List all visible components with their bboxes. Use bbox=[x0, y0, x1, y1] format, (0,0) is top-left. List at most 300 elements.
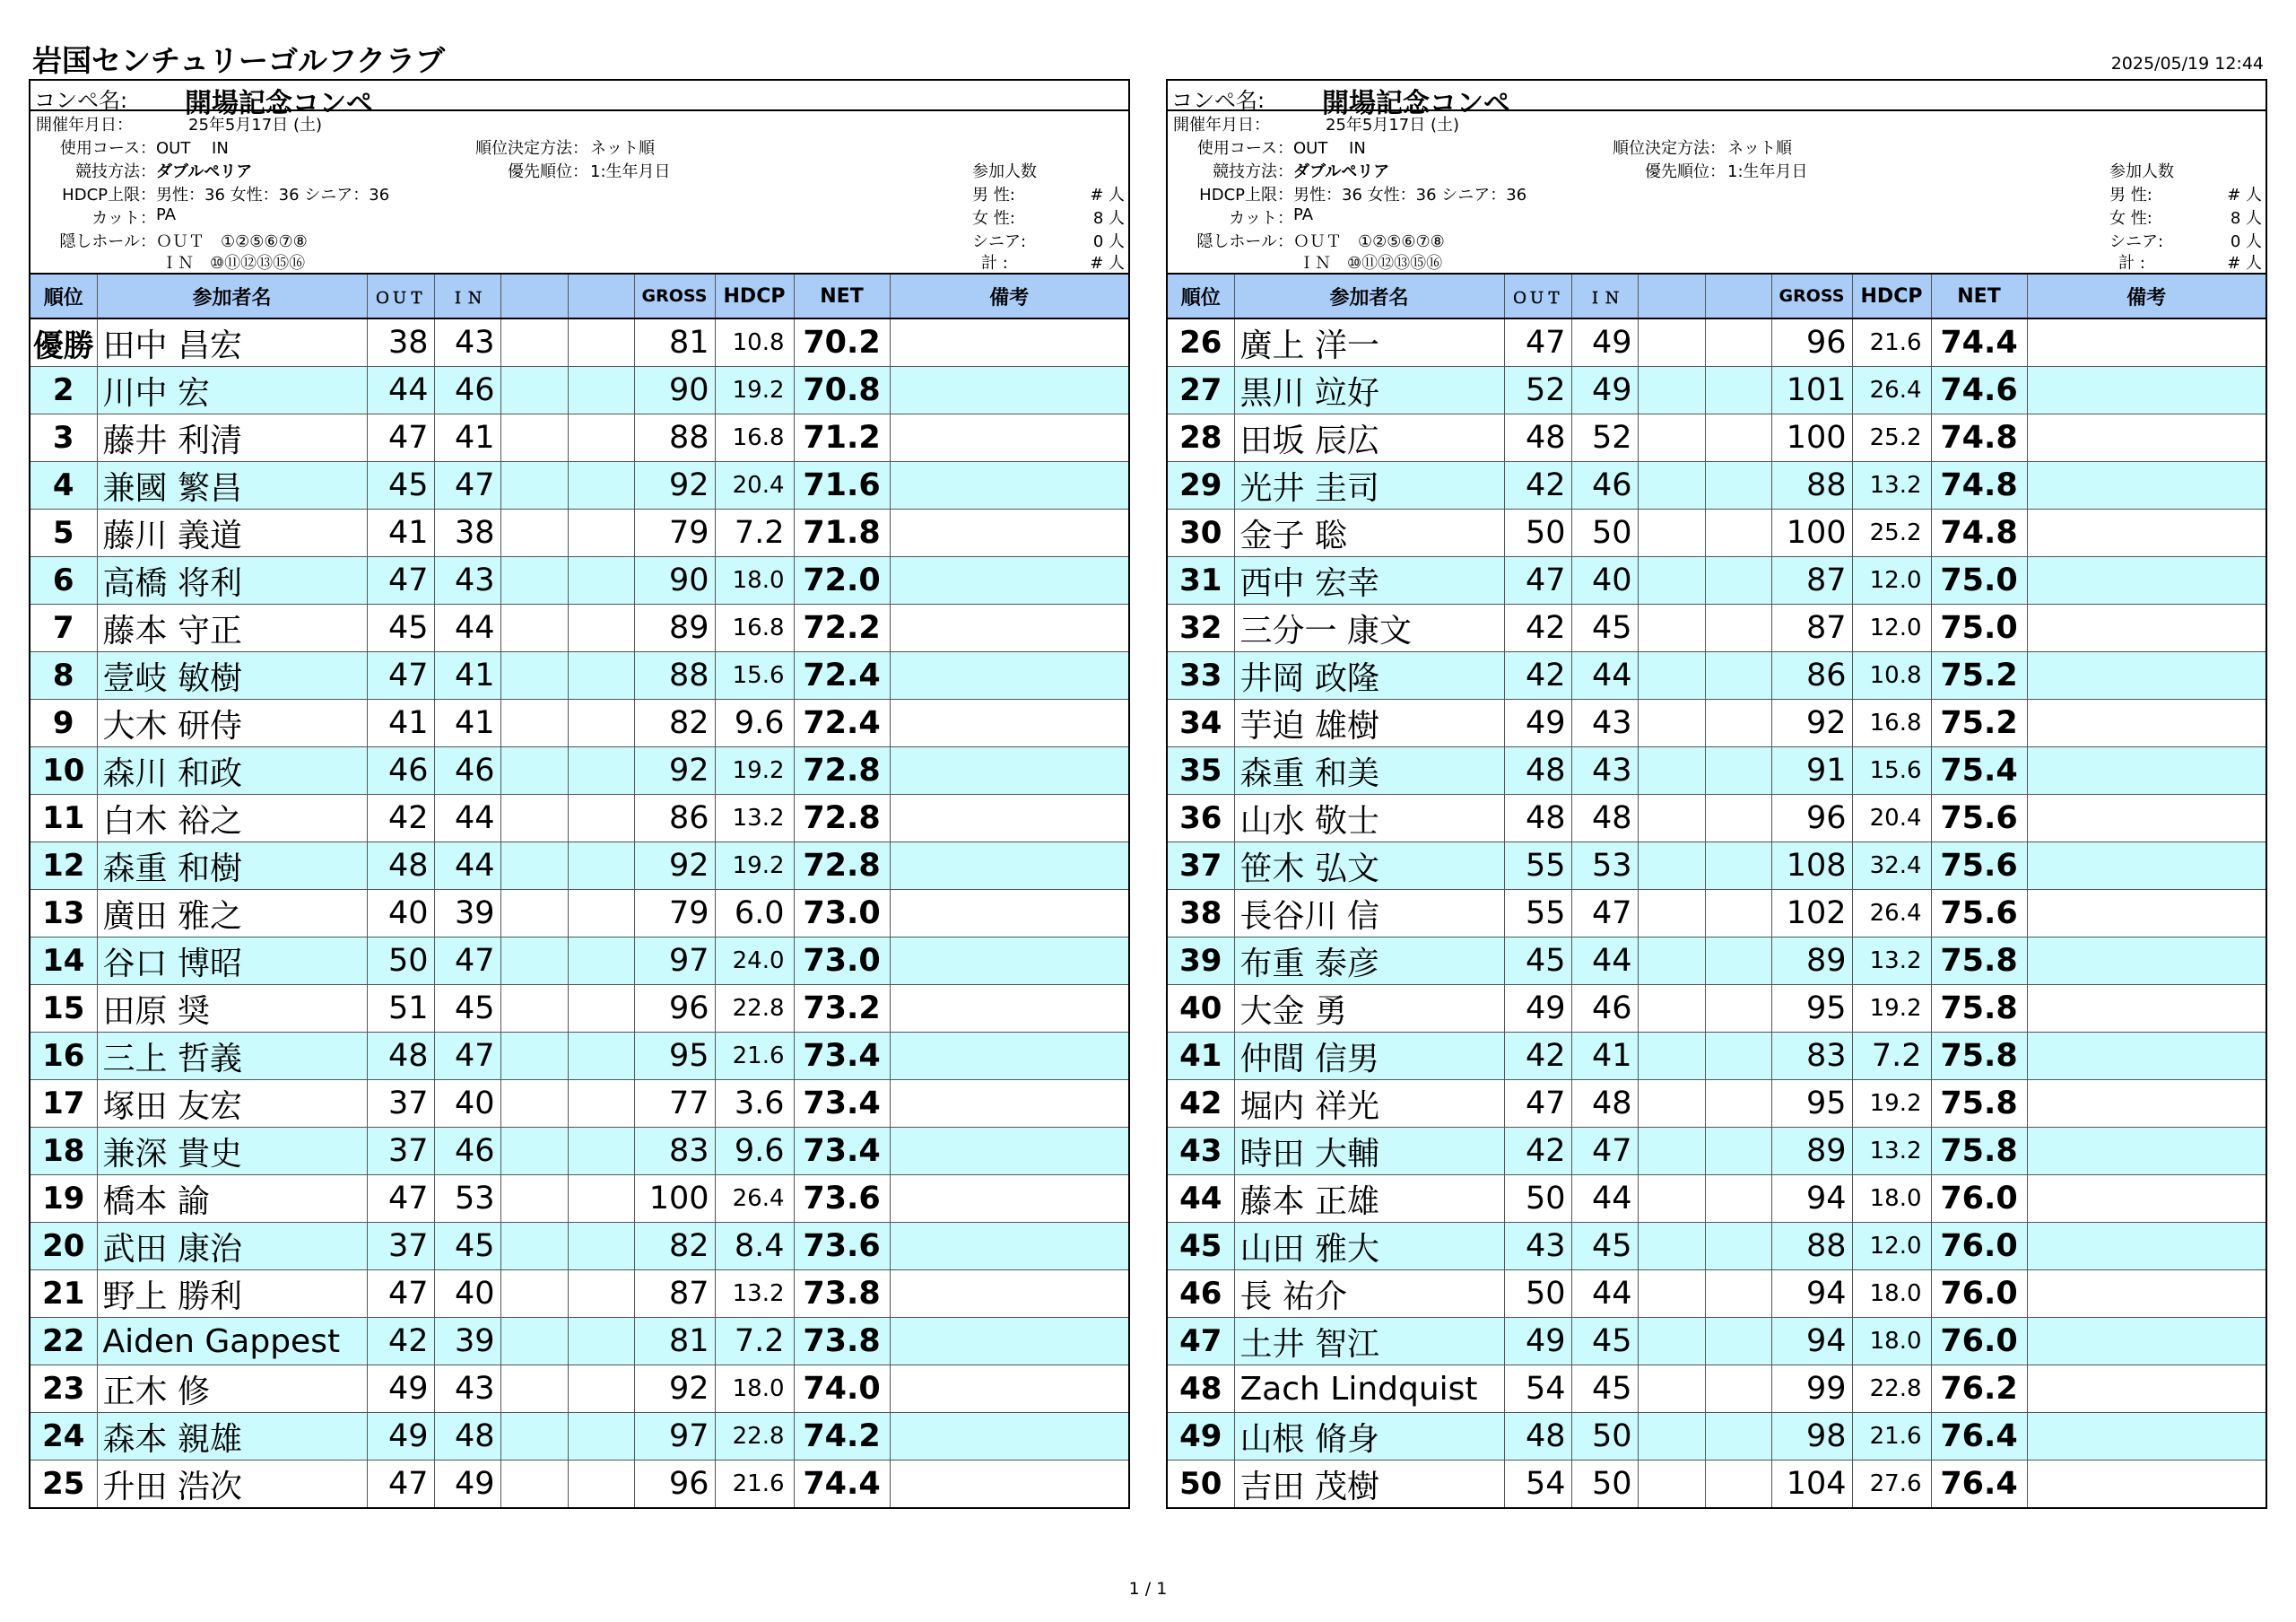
player-name-cell: 金子 聡 bbox=[1234, 510, 1504, 557]
blank-cell bbox=[1705, 1223, 1771, 1270]
remarks-cell bbox=[2027, 367, 2266, 414]
hdcp-cell: 27.6 bbox=[1852, 1461, 1931, 1508]
blank-cell bbox=[1705, 1365, 1771, 1413]
hdcp-cell: 22.8 bbox=[715, 985, 794, 1033]
remarks-cell bbox=[2027, 1223, 2266, 1270]
in-score-cell: 49 bbox=[434, 1461, 500, 1508]
print-date: 2025/05/19 12:44 bbox=[2110, 54, 2264, 74]
player-name-cell: 山根 脩身 bbox=[1234, 1413, 1504, 1461]
net-score-cell: 74.4 bbox=[1931, 318, 2027, 367]
table-row bbox=[30, 1223, 1128, 1270]
table-row bbox=[1168, 1175, 2266, 1223]
rank-cell: 44 bbox=[1168, 1175, 1234, 1223]
gross-score-cell: 92 bbox=[1771, 700, 1852, 747]
blank-cell bbox=[500, 1175, 568, 1223]
gross-score-cell: 92 bbox=[634, 462, 715, 510]
course-value: OUT IN bbox=[156, 139, 229, 158]
blank-cell bbox=[1638, 795, 1705, 842]
gross-score-cell: 95 bbox=[1771, 1080, 1852, 1128]
net-score-cell: 75.8 bbox=[1931, 937, 2027, 985]
out-score-cell: 50 bbox=[367, 937, 434, 985]
cut-value: PA bbox=[156, 205, 177, 224]
in-score-cell: 44 bbox=[434, 795, 500, 842]
gross-score-cell: 83 bbox=[1771, 1033, 1852, 1080]
rank-cell: 9 bbox=[30, 700, 97, 747]
table-header-row bbox=[1168, 275, 2266, 318]
blank-cell bbox=[1705, 747, 1771, 795]
blank-cell bbox=[1638, 1033, 1705, 1080]
player-name-cell: 橋本 諭 bbox=[97, 1175, 367, 1223]
blank-cell bbox=[1638, 462, 1705, 510]
net-score-cell: 72.8 bbox=[794, 747, 890, 795]
course-value: OUT IN bbox=[1293, 139, 1366, 158]
out-score-cell: 48 bbox=[1504, 414, 1571, 462]
remarks-cell bbox=[2027, 1413, 2266, 1461]
player-name-cell: 笹木 弘文 bbox=[1234, 842, 1504, 890]
blank-cell bbox=[1638, 937, 1705, 985]
net-score-cell: 76.4 bbox=[1931, 1461, 2027, 1508]
date-value: 25年5月17日 (土) bbox=[188, 116, 323, 135]
table-row bbox=[30, 1318, 1128, 1365]
rank-cell: 15 bbox=[30, 985, 97, 1033]
rank-cell: 33 bbox=[1168, 652, 1234, 700]
hdcp-cell: 13.2 bbox=[1852, 1128, 1931, 1175]
blank-cell bbox=[1638, 842, 1705, 890]
hdcp-cell: 20.4 bbox=[715, 462, 794, 510]
rank-cell: 39 bbox=[1168, 937, 1234, 985]
remarks-cell bbox=[2027, 462, 2266, 510]
in-score-cell: 44 bbox=[434, 842, 500, 890]
out-score-cell: 45 bbox=[1504, 937, 1571, 985]
blank-cell bbox=[500, 842, 568, 890]
blank-cell bbox=[1705, 1128, 1771, 1175]
player-name-cell: 山水 敬士 bbox=[1234, 795, 1504, 842]
hdcp-cell: 13.2 bbox=[715, 1270, 794, 1318]
hdcp-cell: 20.4 bbox=[1852, 795, 1931, 842]
in-score-cell: 39 bbox=[434, 890, 500, 937]
in-score-cell: 45 bbox=[1571, 1223, 1638, 1270]
out-score-cell: 54 bbox=[1504, 1461, 1571, 1508]
rank-cell: 6 bbox=[30, 557, 97, 605]
gross-score-cell: 94 bbox=[1771, 1175, 1852, 1223]
hdcp-cell: 18.0 bbox=[715, 1365, 794, 1413]
net-score-cell: 75.2 bbox=[1931, 652, 2027, 700]
blank-cell bbox=[1638, 510, 1705, 557]
blank-cell bbox=[1638, 1080, 1705, 1128]
player-name-cell: 西中 宏幸 bbox=[1234, 557, 1504, 605]
remarks-cell bbox=[890, 652, 1128, 700]
table-row bbox=[30, 937, 1128, 985]
blank-cell bbox=[500, 1080, 568, 1128]
rank-method-value: ネット順 bbox=[1727, 139, 1792, 158]
net-score-cell: 73.0 bbox=[794, 890, 890, 937]
rank-cell: 40 bbox=[1168, 985, 1234, 1033]
hdcp-cell: 22.8 bbox=[715, 1413, 794, 1461]
hdcp-cell: 10.8 bbox=[715, 318, 794, 367]
hdcp-cell: 3.6 bbox=[715, 1080, 794, 1128]
player-name-cell: 三分一 康文 bbox=[1234, 605, 1504, 652]
in-score-cell: 43 bbox=[1571, 700, 1638, 747]
rank-cell: 16 bbox=[30, 1033, 97, 1080]
net-score-cell: 73.4 bbox=[794, 1080, 890, 1128]
out-score-cell: 45 bbox=[367, 605, 434, 652]
blank-cell bbox=[1705, 1318, 1771, 1365]
hdcp-cell: 25.2 bbox=[1852, 414, 1931, 462]
remarks-cell bbox=[2027, 1461, 2266, 1508]
rank-cell: 46 bbox=[1168, 1270, 1234, 1318]
gross-score-cell: 95 bbox=[1771, 985, 1852, 1033]
rank-cell: 10 bbox=[30, 747, 97, 795]
blank-cell bbox=[1705, 510, 1771, 557]
gross-score-cell: 89 bbox=[1771, 1128, 1852, 1175]
in-score-cell: 43 bbox=[434, 1365, 500, 1413]
net-score-cell: 75.2 bbox=[1931, 700, 2027, 747]
gross-score-cell: 86 bbox=[634, 795, 715, 842]
in-score-cell: 40 bbox=[434, 1080, 500, 1128]
out-score-cell: 48 bbox=[367, 842, 434, 890]
net-score-cell: 73.4 bbox=[794, 1033, 890, 1080]
in-score-cell: 45 bbox=[434, 1223, 500, 1270]
col-rank: 順位 bbox=[30, 275, 97, 318]
competition-name-row bbox=[1168, 81, 2266, 119]
blank-cell bbox=[1705, 1080, 1771, 1128]
out-score-cell: 45 bbox=[367, 462, 434, 510]
blank-cell bbox=[1705, 1270, 1771, 1318]
col-net: NET bbox=[794, 275, 890, 318]
hdcp-cell: 13.2 bbox=[715, 795, 794, 842]
female-label: 女 性: bbox=[2109, 209, 2152, 228]
remarks-cell bbox=[890, 462, 1128, 510]
gross-score-cell: 95 bbox=[634, 1033, 715, 1080]
hdcp-cell: 19.2 bbox=[715, 367, 794, 414]
gross-score-cell: 89 bbox=[1771, 937, 1852, 985]
hdcp-cell: 26.4 bbox=[715, 1175, 794, 1223]
table-row bbox=[30, 557, 1128, 605]
rank-cell: 19 bbox=[30, 1175, 97, 1223]
out-score-cell: 41 bbox=[367, 510, 434, 557]
results-panel-left bbox=[29, 79, 1130, 1509]
blank-cell bbox=[1705, 605, 1771, 652]
hdcp-cell: 18.0 bbox=[1852, 1270, 1931, 1318]
remarks-cell bbox=[2027, 937, 2266, 985]
remarks-cell bbox=[890, 985, 1128, 1033]
gross-score-cell: 100 bbox=[634, 1175, 715, 1223]
net-score-cell: 71.8 bbox=[794, 510, 890, 557]
senior-label: シニア: bbox=[2109, 232, 2164, 251]
rank-cell: 優勝 bbox=[30, 318, 97, 367]
gross-score-cell: 88 bbox=[634, 414, 715, 462]
player-name-cell: 田中 昌宏 bbox=[97, 318, 367, 367]
out-score-cell: 42 bbox=[367, 795, 434, 842]
player-name-cell: 壹岐 敏樹 bbox=[97, 652, 367, 700]
table-row bbox=[1168, 318, 2266, 367]
blank-cell bbox=[500, 700, 568, 747]
rank-cell: 48 bbox=[1168, 1365, 1234, 1413]
rank-cell: 34 bbox=[1168, 700, 1234, 747]
hdcp-cell: 8.4 bbox=[715, 1223, 794, 1270]
hidden-holes-label: 隠しホール： bbox=[59, 232, 156, 251]
male-count: # 人 bbox=[1090, 186, 1125, 205]
blank-cell bbox=[500, 414, 568, 462]
remarks-cell bbox=[890, 795, 1128, 842]
table-row bbox=[1168, 795, 2266, 842]
gross-score-cell: 96 bbox=[634, 985, 715, 1033]
blank-cell bbox=[500, 1461, 568, 1508]
remarks-cell bbox=[890, 510, 1128, 557]
rank-cell: 11 bbox=[30, 795, 97, 842]
remarks-cell bbox=[2027, 700, 2266, 747]
remarks-cell bbox=[890, 318, 1128, 367]
rank-method-label: 順位決定方法： bbox=[475, 139, 588, 158]
blank-cell bbox=[1705, 1033, 1771, 1080]
out-score-cell: 47 bbox=[1504, 557, 1571, 605]
rank-cell: 2 bbox=[30, 367, 97, 414]
gross-score-cell: 81 bbox=[634, 1318, 715, 1365]
blank-cell bbox=[500, 510, 568, 557]
net-score-cell: 72.8 bbox=[794, 795, 890, 842]
table-row bbox=[30, 1270, 1128, 1318]
table-row bbox=[30, 1128, 1128, 1175]
player-name-cell: 森川 和政 bbox=[97, 747, 367, 795]
player-name-cell: 正木 修 bbox=[97, 1365, 367, 1413]
table-row bbox=[30, 414, 1128, 462]
hidden-holes-label: 隠しホール： bbox=[1196, 232, 1293, 251]
blank-cell bbox=[568, 462, 634, 510]
out-score-cell: 49 bbox=[1504, 1318, 1571, 1365]
net-score-cell: 74.8 bbox=[1931, 414, 2027, 462]
rank-cell: 14 bbox=[30, 937, 97, 985]
table-row bbox=[1168, 1223, 2266, 1270]
date-label: 開催年月日： bbox=[1173, 116, 1270, 135]
senior-count: 0 人 bbox=[1092, 232, 1125, 251]
hdcp-cell: 19.2 bbox=[1852, 985, 1931, 1033]
blank-cell bbox=[568, 700, 634, 747]
hdcp-cell: 7.2 bbox=[715, 510, 794, 557]
player-name-cell: 兼國 繁昌 bbox=[97, 462, 367, 510]
net-score-cell: 75.8 bbox=[1931, 985, 2027, 1033]
blank-cell bbox=[568, 367, 634, 414]
rank-cell: 30 bbox=[1168, 510, 1234, 557]
competition-name-row bbox=[30, 81, 1128, 119]
table-row bbox=[30, 1365, 1128, 1413]
hdcp-cell: 12.0 bbox=[1852, 605, 1931, 652]
in-score-cell: 49 bbox=[1571, 318, 1638, 367]
rank-cell: 23 bbox=[30, 1365, 97, 1413]
out-score-cell: 47 bbox=[367, 1175, 434, 1223]
senior-count: 0 人 bbox=[2230, 232, 2262, 251]
player-name-cell: 廣上 洋一 bbox=[1234, 318, 1504, 367]
blank-cell bbox=[500, 557, 568, 605]
gross-score-cell: 92 bbox=[634, 747, 715, 795]
out-score-cell: 37 bbox=[367, 1080, 434, 1128]
hdcp-limit-value: 男性：36 女性：36 シニア：36 bbox=[156, 186, 390, 205]
player-name-cell: 森重 和樹 bbox=[97, 842, 367, 890]
gross-score-cell: 92 bbox=[634, 1365, 715, 1413]
blank-cell bbox=[500, 747, 568, 795]
out-score-cell: 50 bbox=[1504, 1175, 1571, 1223]
senior-label: シニア: bbox=[972, 232, 1027, 251]
remarks-cell bbox=[890, 1080, 1128, 1128]
remarks-cell bbox=[890, 1033, 1128, 1080]
gross-score-cell: 83 bbox=[634, 1128, 715, 1175]
out-score-cell: 42 bbox=[1504, 605, 1571, 652]
blank-cell bbox=[500, 1223, 568, 1270]
out-score-cell: 51 bbox=[367, 985, 434, 1033]
player-name-cell: 井岡 政隆 bbox=[1234, 652, 1504, 700]
blank-cell bbox=[1638, 1175, 1705, 1223]
net-score-cell: 73.8 bbox=[794, 1270, 890, 1318]
blank-cell bbox=[500, 795, 568, 842]
hdcp-cell: 21.6 bbox=[715, 1033, 794, 1080]
col-in: ＩＮ bbox=[1571, 275, 1638, 318]
out-score-cell: 46 bbox=[367, 747, 434, 795]
out-score-cell: 42 bbox=[367, 1318, 434, 1365]
rank-cell: 38 bbox=[1168, 890, 1234, 937]
in-score-cell: 44 bbox=[1571, 1175, 1638, 1223]
course-label: 使用コース： bbox=[59, 139, 156, 158]
blank-cell bbox=[500, 1365, 568, 1413]
cut-label: カット： bbox=[1229, 209, 1293, 228]
table-row bbox=[30, 462, 1128, 510]
col-gross: GROSS bbox=[1771, 275, 1852, 318]
gross-score-cell: 87 bbox=[1771, 557, 1852, 605]
table-header-row bbox=[30, 275, 1128, 318]
remarks-cell bbox=[2027, 795, 2266, 842]
out-score-cell: 49 bbox=[1504, 985, 1571, 1033]
in-score-cell: 41 bbox=[434, 700, 500, 747]
competition-name: 開場記念コンペ bbox=[1322, 88, 1510, 119]
blank-cell bbox=[1638, 747, 1705, 795]
hdcp-cell: 12.0 bbox=[1852, 1223, 1931, 1270]
date-label: 開催年月日： bbox=[36, 116, 133, 135]
player-name-cell: 土井 智江 bbox=[1234, 1318, 1504, 1365]
in-score-cell: 45 bbox=[434, 985, 500, 1033]
remarks-cell bbox=[2027, 318, 2266, 367]
female-count: 8 人 bbox=[2230, 209, 2262, 228]
gross-score-cell: 87 bbox=[634, 1270, 715, 1318]
player-name-cell: 森重 和美 bbox=[1234, 747, 1504, 795]
blank-cell bbox=[500, 1033, 568, 1080]
hidden-holes-in: ＩＮ ⑩⑪⑫⑬⑮⑯ bbox=[1299, 254, 1443, 273]
out-score-cell: 40 bbox=[367, 890, 434, 937]
hdcp-cell: 10.8 bbox=[1852, 652, 1931, 700]
col-blank-2 bbox=[1705, 275, 1771, 318]
table-row bbox=[1168, 1365, 2266, 1413]
in-score-cell: 49 bbox=[1571, 367, 1638, 414]
remarks-cell bbox=[890, 1461, 1128, 1508]
rank-cell: 8 bbox=[30, 652, 97, 700]
blank-cell bbox=[1705, 985, 1771, 1033]
remarks-cell bbox=[2027, 842, 2266, 890]
net-score-cell: 73.8 bbox=[794, 1318, 890, 1365]
blank-cell bbox=[500, 1413, 568, 1461]
blank-cell bbox=[568, 985, 634, 1033]
table-row bbox=[1168, 985, 2266, 1033]
rank-cell: 49 bbox=[1168, 1413, 1234, 1461]
hdcp-cell: 9.6 bbox=[715, 1128, 794, 1175]
gross-score-cell: 104 bbox=[1771, 1461, 1852, 1508]
player-name-cell: 塚田 友宏 bbox=[97, 1080, 367, 1128]
player-name-cell: 高橋 将利 bbox=[97, 557, 367, 605]
hdcp-cell: 24.0 bbox=[715, 937, 794, 985]
net-score-cell: 76.0 bbox=[1931, 1318, 2027, 1365]
remarks-cell bbox=[890, 1223, 1128, 1270]
net-score-cell: 71.6 bbox=[794, 462, 890, 510]
priority-label: 優先順位： bbox=[508, 162, 588, 181]
competition-info bbox=[30, 81, 1128, 275]
col-hdcp: HDCP bbox=[715, 275, 794, 318]
results-body bbox=[30, 318, 1128, 1507]
col-remarks: 備考 bbox=[890, 275, 1128, 318]
in-score-cell: 46 bbox=[434, 367, 500, 414]
in-score-cell: 45 bbox=[1571, 1318, 1638, 1365]
hidden-holes-in: ＩＮ ⑩⑪⑫⑬⑮⑯ bbox=[161, 254, 306, 273]
hdcp-cell: 16.8 bbox=[1852, 700, 1931, 747]
player-name-cell: 田坂 辰広 bbox=[1234, 414, 1504, 462]
table-row bbox=[1168, 605, 2266, 652]
blank-cell bbox=[568, 1318, 634, 1365]
hdcp-cell: 13.2 bbox=[1852, 937, 1931, 985]
gross-score-cell: 91 bbox=[1771, 747, 1852, 795]
table-row bbox=[1168, 1080, 2266, 1128]
net-score-cell: 74.6 bbox=[1931, 367, 2027, 414]
hdcp-cell: 6.0 bbox=[715, 890, 794, 937]
in-score-cell: 44 bbox=[1571, 937, 1638, 985]
player-name-cell: 三上 哲義 bbox=[97, 1033, 367, 1080]
page-number: 1 / 1 bbox=[1128, 1579, 1168, 1599]
col-out: ＯＵＴ bbox=[367, 275, 434, 318]
in-score-cell: 48 bbox=[1571, 1080, 1638, 1128]
in-score-cell: 50 bbox=[1571, 1461, 1638, 1508]
in-score-cell: 44 bbox=[434, 605, 500, 652]
remarks-cell bbox=[890, 1270, 1128, 1318]
blank-cell bbox=[500, 367, 568, 414]
male-label: 男 性: bbox=[972, 186, 1015, 205]
out-score-cell: 48 bbox=[1504, 795, 1571, 842]
gross-score-cell: 108 bbox=[1771, 842, 1852, 890]
rank-cell: 36 bbox=[1168, 795, 1234, 842]
remarks-cell bbox=[2027, 1270, 2266, 1318]
in-score-cell: 50 bbox=[1571, 1413, 1638, 1461]
hdcp-limit-label: HDCP上限： bbox=[62, 186, 156, 205]
blank-cell bbox=[500, 937, 568, 985]
in-score-cell: 53 bbox=[1571, 842, 1638, 890]
net-score-cell: 75.0 bbox=[1931, 605, 2027, 652]
table-row bbox=[30, 985, 1128, 1033]
remarks-cell bbox=[2027, 1318, 2266, 1365]
rank-cell: 13 bbox=[30, 890, 97, 937]
in-score-cell: 47 bbox=[434, 1033, 500, 1080]
player-name-cell: 仲間 信男 bbox=[1234, 1033, 1504, 1080]
net-score-cell: 72.4 bbox=[794, 652, 890, 700]
blank-cell bbox=[568, 795, 634, 842]
gross-score-cell: 88 bbox=[1771, 1223, 1852, 1270]
female-count: 8 人 bbox=[1092, 209, 1125, 228]
remarks-cell bbox=[890, 557, 1128, 605]
blank-cell bbox=[1705, 652, 1771, 700]
out-score-cell: 50 bbox=[1504, 1270, 1571, 1318]
gross-score-cell: 90 bbox=[634, 367, 715, 414]
in-score-cell: 46 bbox=[434, 747, 500, 795]
in-score-cell: 41 bbox=[434, 414, 500, 462]
table-row bbox=[30, 795, 1128, 842]
net-score-cell: 75.6 bbox=[1931, 890, 2027, 937]
in-score-cell: 43 bbox=[434, 318, 500, 367]
out-score-cell: 48 bbox=[1504, 747, 1571, 795]
out-score-cell: 41 bbox=[367, 700, 434, 747]
total-count: # 人 bbox=[1090, 254, 1125, 273]
rank-cell: 5 bbox=[30, 510, 97, 557]
